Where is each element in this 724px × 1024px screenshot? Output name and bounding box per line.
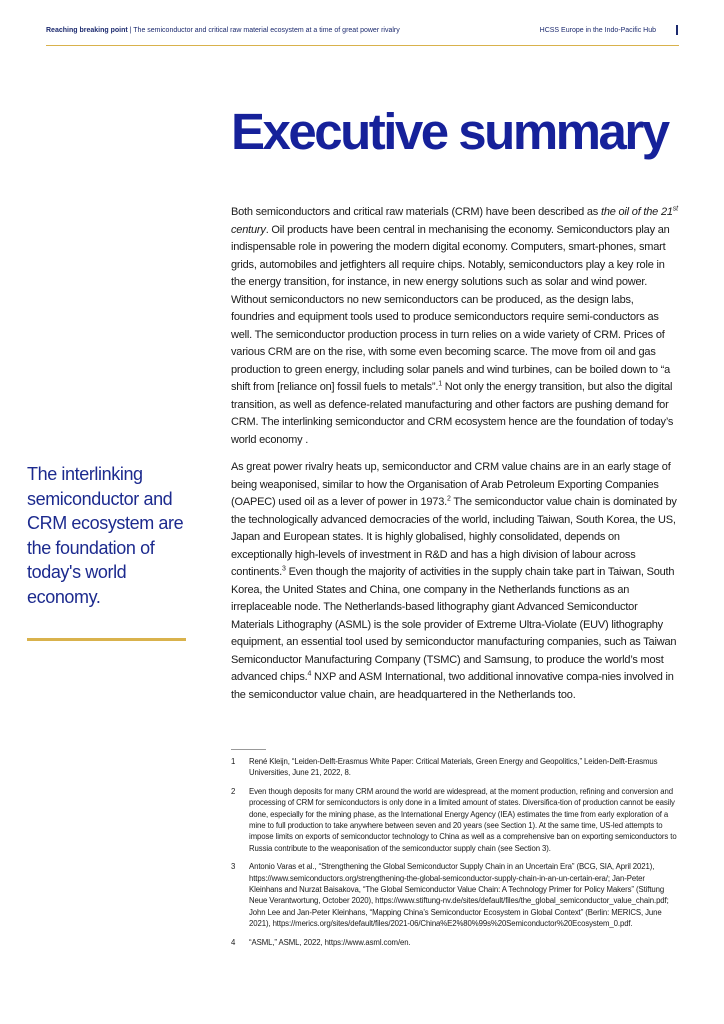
body-paragraph-2: As great power rivalry heats up, semiconductor and CRM value chains are in an early stage of being weaponised, similar to how the Organisation of Arab Petroleum Exporting Companies (OAPEC) used oil as a lever of power in 1973.$^2$ The semiconductor value chain is dominated by the technologically advanced democracies of the world, including Taiwan, South Korea, the US, Japan and European states. It is highly globalised, highly consolidated, depends on exceptionally high-levels of investment in R&D and has a high division of labour across continents.$^3$ Even though the majority of activities in the supply chain take part in Taiwan, South Korea, the United States and China, one company in the Netherlands functions as an irreplaceable node. The Netherlands-based lithography giant Advanced Semiconductor Materials Lithography (ASML) is the sole provider of Extreme Ultra-Violate (EUV) lithography equipment, an essential tool used by semiconductor manufacturing companies, such as Taiwan Semiconductor Manufacturing Company (TSMC) and Samsung, to produce the world’s most advanced chips.$^4$ NXP and ASM International, two additional innovative compa-nies involved in the semiconductor value chain, are headquartered in the Netherlands too. [231, 461, 677, 701]
header-report-title [46, 27, 400, 34]
footnote-ref-3[interactable]: 3 [282, 565, 286, 573]
footnotes [231, 756, 679, 955]
footnote-text: “ASML,” ASML, 2022, https://www.asml.com/en. [249, 937, 411, 947]
oil-phrase: the oil of the 21st century [231, 205, 678, 236]
page-title: Executive summary [231, 103, 668, 160]
page-header [46, 27, 678, 41]
footnote-number: 4 [231, 937, 236, 947]
report-title: Reaching breaking point [46, 27, 128, 34]
footnote-item [231, 937, 679, 948]
footnote-text: René Kleijn, “Leiden-Delft-Erasmus White Paper: Critical Materials, Green Energy and Geopolitics,” Leiden-Delft-Erasmus Universities, June 21, 2022, 8. [249, 757, 658, 778]
body-paragraph-1: Both semiconductors and critical raw materials (CRM) have been described as the oil of the 21st century. Oil products have been central in mechanising the economy. Semiconductors play an indispensable role in powering the modern digital economy. Computers, smart-phones, smart grids, automobiles and jetfighters all require chips. Notably, semiconductors play a key role in the energy transition, for instance, in new energy solutions such as solar and wind power. Without semiconductors no new semiconductors can be produced, as the design labs, foundries and equipment tools used to produce semiconductors require semi-conductors as well. The semiconductor production process in turn relies on a wide variety of CRM. Prices of various CRM are on the rise, with some even becoming scarce. The move from oil and gas production to green energy, including solar panels and wind turbines, can be boiled down to “a shift from [reliance on] fossil fuels to metals”.$^1$ Not only the energy transition, but also the digital transition, as well as defence-related manufacturing and other factors are pushing demand for CRM. The interlinking semiconductor and CRM ecosystem hence are the foundation of today’s world economy . [231, 205, 678, 446]
footnote-ref-2[interactable]: 2 [447, 495, 451, 503]
footnote-number: 1 [231, 757, 236, 766]
footnote-item [231, 786, 679, 854]
header-hub-label: HCSS Europe in the Indo-Pacific Hub [539, 27, 656, 34]
pull-quote: The interlinking semiconductor and CRM ecosystem are the foundation of today's world economy. [27, 464, 184, 607]
header-bar-mark [676, 25, 678, 35]
footnote-number: 2 [231, 786, 236, 796]
footnote-ref-1[interactable]: 1 [438, 380, 442, 388]
footnote-item [231, 861, 679, 929]
footnote-ref-4[interactable]: 4 [307, 670, 312, 678]
footnote-number: 3 [231, 862, 236, 872]
footnote-divider [231, 749, 266, 750]
header-divider [46, 45, 679, 46]
report-subtitle: | The semiconductor and critical raw material ecosystem at a time of great power rivalry [127, 27, 400, 34]
footnote-text: Antonio Varas et al., “Strengthening the Global Semiconductor Supply Chain in an Uncertain Era” (BCG, SIA, April 2021), https://www.semiconductors.org/strengthening-the-global-semiconductor-supply-chain-in-an-un-certain-era/; Jan-Peter Kleinhans and Nurzat Baisakova, “The Global Semiconductor Value Chain: A Technology Primer for Policy Makers” (Stiftung Neue Verantwortung, October 2020), https://www.stiftung-nv.de/sites/default/files/the_global_semiconductor_value_chain.pdf; John Lee and Jan-Peter Kleinhans, “Mapping China’s Semiconductor Ecosystem in Global Context” (Berlin: MERICS, June 2021), https://merics.org/sites/default/files/2021-06/China%E2%80%99s%20Semiconductor%20Ecosystem_0.pdf. [249, 862, 669, 929]
pull-quote-rule [27, 638, 186, 641]
footnote-item [231, 756, 679, 779]
footnote-text: Even though deposits for many CRM around the world are widespread, at the moment production, refining and conversion and processing of CRM for semiconductors is only done in a limited amount of states. Diversifica-tion of production cannot be easily done, especially for the mining phase, as the International Energy Agency (IEA) estimates the time from early exploration of a mine to full production to take anywhere between seven and 20 years (see Section 1). At the same time, US-led attempts to impose limits on exports of semiconductor technology to China as well as a comprehensive ban on exporting semiconductors to Russia contribute to the weaponisation of the semiconductor supply chain (see Section 3). [249, 786, 677, 853]
